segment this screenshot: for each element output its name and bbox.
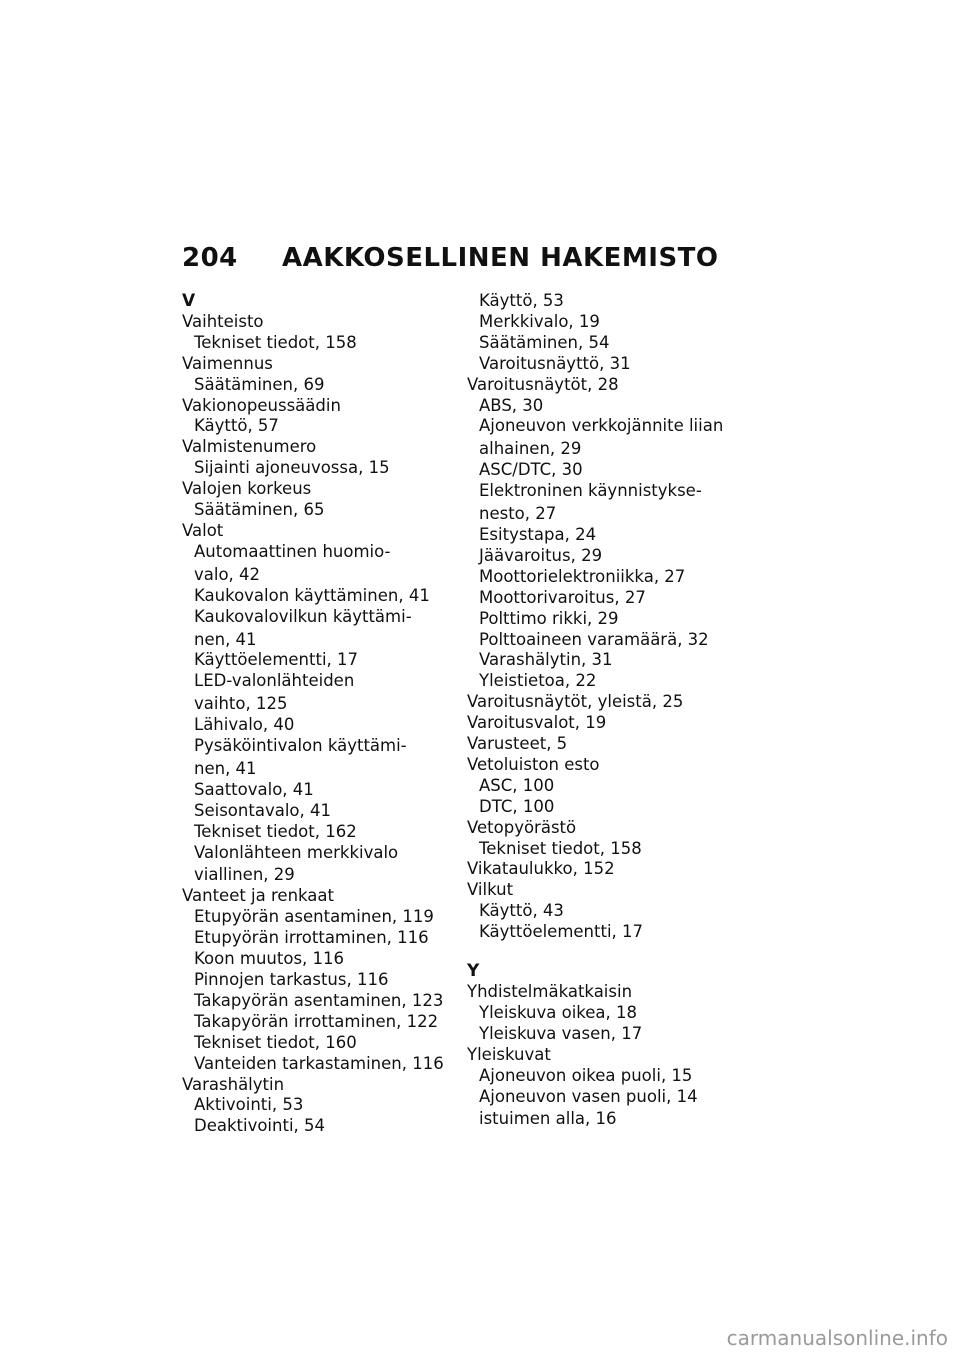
- index-entry: Vetopyörästö: [467, 817, 577, 837]
- index-entry: Varoitusnäytöt, yleistä, 25: [467, 692, 684, 712]
- index-entry: Vikataulukko, 152: [467, 859, 615, 879]
- index-subentry-continuation: istuimen alla, 16: [479, 1109, 617, 1129]
- index-entry: Valot: [182, 520, 224, 540]
- index-subentry: Saattovalo, 41: [194, 779, 314, 799]
- index-subentry: Valonlähteen merkkivalo: [194, 842, 399, 862]
- index-subentry: Merkkivalo, 19: [479, 311, 600, 331]
- index-subentry: Ajoneuvon vasen puoli, 14: [479, 1086, 698, 1106]
- index-subentry: Yleiskuva oikea, 18: [479, 1002, 638, 1022]
- index-subentry: Pysäköintivalon käyttämi-: [194, 736, 407, 756]
- index-subentry: Ajoneuvon oikea puoli, 15: [479, 1065, 693, 1085]
- index-subentry: Elektroninen käynnistykse-: [479, 481, 702, 501]
- index-subentry: Tekniset tiedot, 160: [194, 1032, 357, 1052]
- index-subentry: Moottorielektroniikka, 27: [479, 566, 686, 586]
- index-subentry-continuation: vaihto, 125: [194, 694, 288, 714]
- index-letter-heading: V: [182, 291, 196, 311]
- index-column-left: [182, 291, 452, 1137]
- index-subentry: ASC/DTC, 30: [479, 460, 583, 480]
- index-subentry: Yleiskuva vasen, 17: [479, 1023, 643, 1043]
- index-subentry: Sijainti ajoneuvossa, 15: [194, 458, 390, 478]
- page-header: [182, 243, 719, 273]
- index-subentry: Esitystapa, 24: [479, 524, 597, 544]
- index-entry: Varashälytin: [182, 1074, 285, 1094]
- index-subentry: Seisontavalo, 41: [194, 800, 331, 820]
- index-entry: Vetoluiston esto: [467, 754, 600, 774]
- index-subentry-continuation: nesto, 27: [479, 504, 557, 524]
- page-number: 204: [182, 243, 238, 273]
- index-subentry: Käyttöelementti, 17: [479, 922, 644, 942]
- index-subentry: Kaukovalovilkun käyttämi-: [194, 606, 412, 626]
- index-subentry: Pinnojen tarkastus, 116: [194, 970, 389, 989]
- index-entry: Varoitusvalot, 19: [467, 713, 607, 733]
- index-subentry: Aktivointi, 53: [194, 1095, 304, 1115]
- index-subentry: Takapyörän irrottaminen, 122: [194, 1011, 439, 1031]
- index-entry: Vanteet ja renkaat: [182, 886, 334, 906]
- index-subentry-continuation: nen, 41: [194, 629, 257, 649]
- index-subentry: Ajoneuvon verkkojännite liian: [479, 416, 724, 436]
- index-subentry: Automaattinen huomio-: [194, 541, 391, 561]
- index-entry: Yhdistelmäkatkaisin: [467, 982, 633, 1001]
- index-entry: Valojen korkeus: [182, 479, 312, 499]
- index-subentry: Käyttöelementti, 17: [194, 650, 359, 670]
- index-subentry-continuation: valo, 42: [194, 564, 261, 584]
- index-subentry: Käyttö, 57: [194, 416, 279, 436]
- index-subentry: Säätäminen, 54: [479, 332, 610, 352]
- index-subentry: Tekniset tiedot, 162: [194, 821, 357, 841]
- index-subentry: Etupyörän irrottaminen, 116: [194, 928, 429, 948]
- index-subentry: DTC, 100: [479, 796, 555, 816]
- index-subentry-continuation: viallinen, 29: [194, 865, 295, 885]
- index-subentry: Polttimo rikki, 29: [479, 608, 619, 628]
- index-subentry: ASC, 100: [479, 775, 555, 795]
- index-subentry: Säätäminen, 65: [194, 500, 325, 520]
- index-entry: Vaimennus: [182, 353, 273, 373]
- index-subentry: Vanteiden tarkastaminen, 116: [194, 1053, 444, 1073]
- index-letter-heading: Y: [467, 961, 480, 982]
- index-entry: Varusteet, 5: [467, 734, 568, 754]
- index-entry: Yleiskuvat: [467, 1044, 551, 1064]
- index-subentry: Etupyörän asentaminen, 119: [194, 907, 434, 927]
- index-subentry: Tekniset tiedot, 158: [194, 332, 357, 352]
- page-title: AAKKOSELLINEN HAKEMISTO: [282, 243, 719, 273]
- index-subentry-continuation: alhainen, 29: [479, 439, 582, 459]
- index-column-right: [467, 291, 757, 1130]
- index-subentry: Tekniset tiedot, 158: [479, 838, 642, 858]
- index-subentry: Takapyörän asentaminen, 123: [194, 990, 444, 1010]
- index-subentry: Kaukovalon käyttäminen, 41: [194, 585, 430, 605]
- index-subentry: Moottorivaroitus, 27: [479, 587, 646, 607]
- index-subentry: ABS, 30: [479, 395, 544, 415]
- index-subentry: Jäävaroitus, 29: [479, 545, 603, 565]
- index-entry: Varoitusnäytöt, 28: [467, 374, 619, 394]
- index-subentry: Käyttö, 43: [479, 901, 564, 921]
- index-subentry: Koon muutos, 116: [194, 949, 345, 969]
- index-subentry: Varashälytin, 31: [479, 650, 613, 670]
- index-entry: Vakionopeussäädin: [182, 395, 341, 415]
- index-subentry: Varoitusnäyttö, 31: [479, 353, 631, 373]
- index-subentry: Polttoaineen varamäärä, 32: [479, 629, 709, 649]
- index-subentry: Yleistietoa, 22: [479, 671, 597, 691]
- watermark: carmanualsonline.info: [726, 1326, 948, 1350]
- index-entry: Valmistenumero: [182, 437, 317, 457]
- index-entry: Vilkut: [467, 880, 514, 900]
- index-entry: Vaihteisto: [182, 311, 264, 331]
- index-subentry: Lähivalo, 40: [194, 715, 295, 735]
- index-subentry: LED-valonlähteiden: [194, 671, 355, 691]
- index-subentry: Deaktivointi, 54: [194, 1116, 326, 1136]
- index-subentry: Käyttö, 53: [479, 291, 564, 310]
- index-subentry: Säätäminen, 69: [194, 374, 325, 394]
- index-subentry-continuation: nen, 41: [194, 758, 257, 778]
